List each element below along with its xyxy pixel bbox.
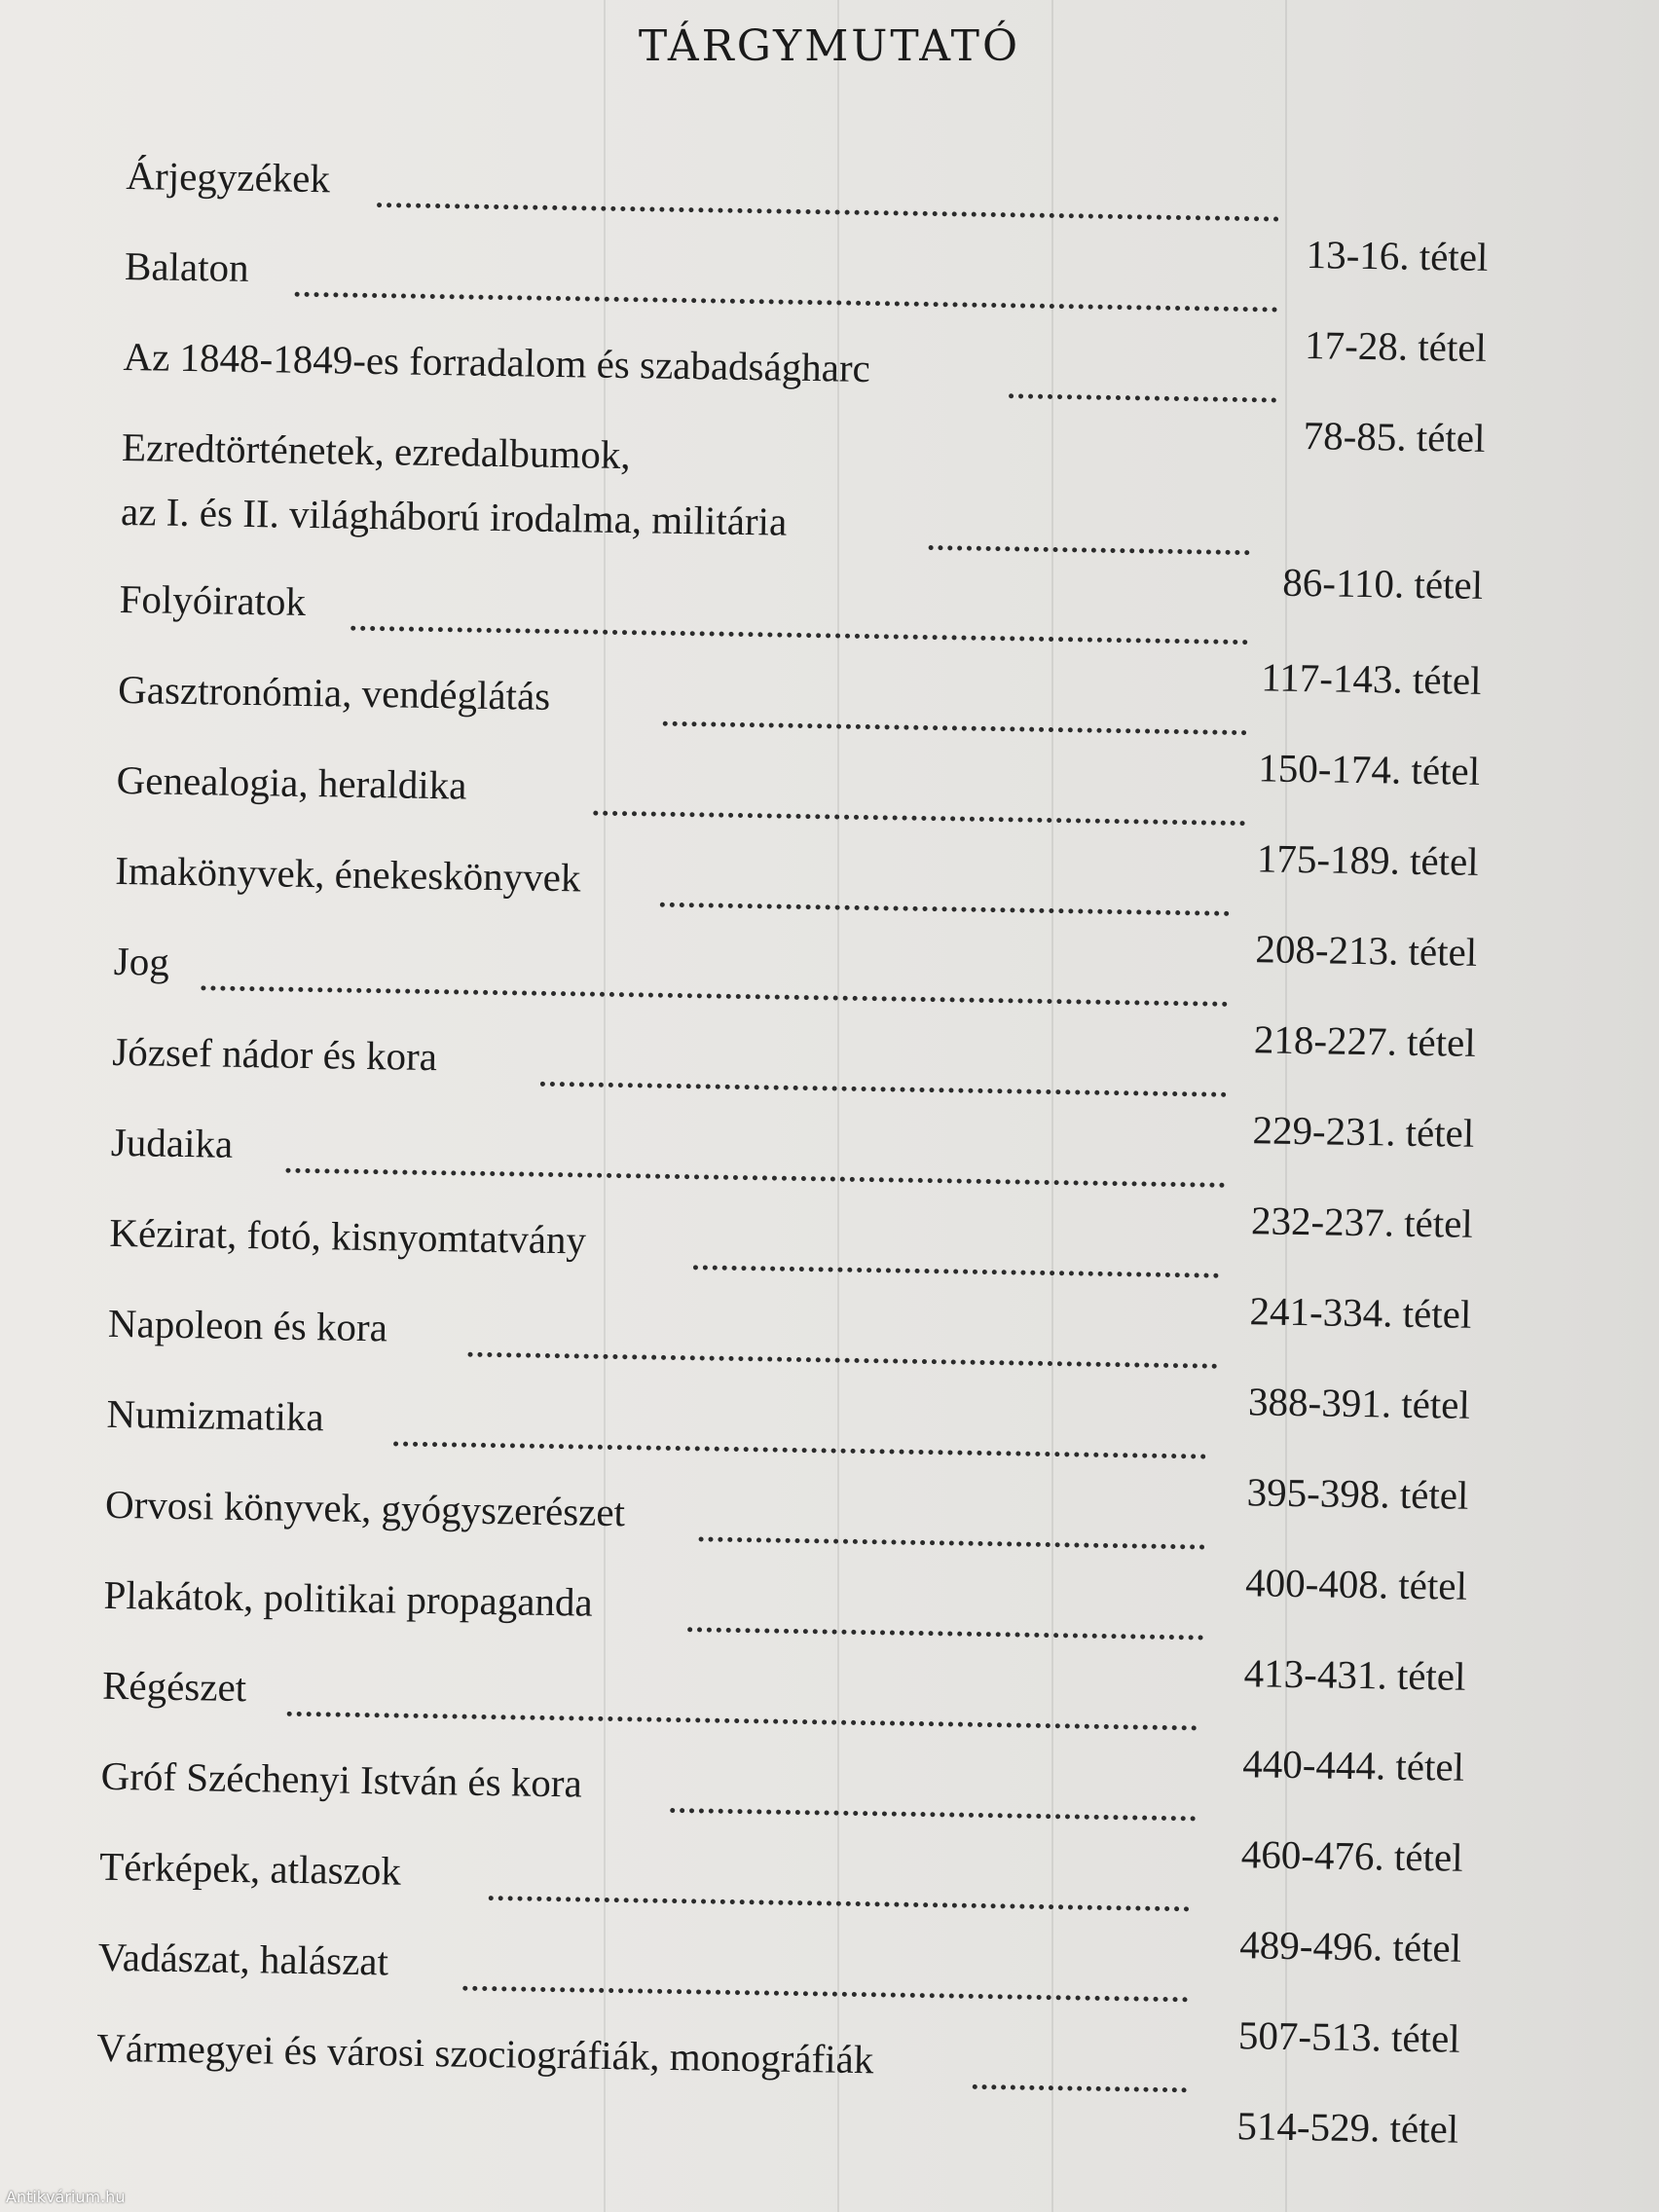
entry-range: 489-496. tétel — [1239, 1922, 1462, 1971]
entry-label: Numizmatika — [106, 1390, 325, 1440]
entry-label: Judaika — [110, 1119, 234, 1166]
entry-range: 208-213. tétel — [1255, 926, 1478, 975]
entry-range: 388-391. tétel — [1247, 1379, 1471, 1427]
dot-leader — [973, 2084, 1187, 2092]
entry-range: 507-513. tétel — [1237, 2012, 1460, 2061]
dot-leader — [295, 292, 1278, 313]
dot-leader — [393, 1441, 1206, 1458]
dot-leader — [670, 1808, 1196, 1821]
entry-range: 460-476. tétel — [1240, 1831, 1463, 1880]
entry-label: Az 1848-1849-es forradalom és szabadságharc — [123, 333, 871, 391]
entry-range: 86-110. tétel — [1282, 559, 1484, 608]
entry-range: 218-227. tétel — [1253, 1016, 1477, 1065]
dot-leader — [489, 1896, 1190, 1911]
entry-label: Ezredtörténetek, ezredalbumok, — [121, 424, 631, 478]
dot-leader — [593, 811, 1245, 827]
entry-label: Napoleon és kora — [107, 1300, 388, 1350]
entry-label: Genealogia, heraldika — [116, 756, 467, 808]
entry-label: Imakönyvek, énekeskönyvek — [114, 847, 581, 901]
dot-leader — [350, 626, 1248, 645]
entry-label: Vármegyei és városi szociográfiák, monográfiák — [95, 2024, 874, 2083]
dot-leader — [462, 1986, 1188, 2003]
entry-label: Balaton — [124, 242, 249, 290]
dot-leader — [660, 903, 1230, 916]
entry-label: Térképek, atlaszok — [98, 1843, 402, 1894]
entry-label: Vadászat, halászat — [97, 1934, 389, 1984]
entry-range: 232-237. tétel — [1250, 1198, 1474, 1246]
entry-range: 400-408. tétel — [1244, 1560, 1468, 1608]
entry-label: Árjegyzékek — [126, 152, 331, 202]
dot-leader — [287, 1712, 1198, 1731]
subject-index — [95, 146, 1489, 2152]
entry-label: Folyóiratok — [119, 575, 307, 624]
dot-leader — [540, 1082, 1227, 1097]
entry-label: Gasztronómia, vendéglátás — [117, 666, 551, 719]
entry-range: 175-189. tétel — [1256, 835, 1479, 884]
entry-label: Gróf Széchenyi István és kora — [100, 1752, 583, 1806]
dot-leader — [687, 1627, 1203, 1640]
dot-leader — [929, 545, 1250, 555]
dot-leader — [1009, 393, 1276, 402]
entry-label: Jog — [113, 938, 170, 984]
page-title: TÁRGYMUTATÓ — [638, 21, 1021, 71]
entry-range: 440-444. tétel — [1241, 1741, 1465, 1789]
entry-range: 229-231. tétel — [1252, 1107, 1475, 1156]
entry-range: 17-28. tétel — [1304, 322, 1488, 370]
dot-leader — [693, 1265, 1219, 1277]
entry-range: 413-431. tétel — [1243, 1650, 1466, 1699]
watermark: Antikvárium.hu — [6, 2188, 126, 2206]
dot-leader — [468, 1352, 1218, 1369]
entry-range: 13-16. tétel — [1306, 232, 1489, 279]
entry-label: Orvosi könyvek, gyógyszerészet — [104, 1481, 626, 1535]
dot-leader — [377, 203, 1279, 222]
entry-label: Plakátok, politikai propaganda — [103, 1571, 594, 1625]
entry-label-line2: az I. és II. világháború irodalma, militária — [120, 488, 788, 544]
entry-label: József nádor és kora — [112, 1028, 438, 1080]
dot-leader — [663, 721, 1247, 735]
entry-label: Kézirat, fotó, kisnyomtatvány — [109, 1209, 587, 1263]
entry-range: 150-174. tétel — [1258, 745, 1481, 793]
entry-range: 78-85. tétel — [1303, 413, 1486, 461]
entry-range: 395-398. tétel — [1246, 1469, 1469, 1518]
entry-range: 117-143. tétel — [1260, 654, 1482, 703]
dot-leader — [285, 1168, 1225, 1188]
entry-range: 241-334. tétel — [1249, 1288, 1472, 1337]
entry-range: 514-529. tétel — [1236, 2103, 1459, 2152]
entry-label: Régészet — [101, 1662, 247, 1711]
dot-leader — [201, 985, 1228, 1007]
dot-leader — [699, 1536, 1205, 1549]
